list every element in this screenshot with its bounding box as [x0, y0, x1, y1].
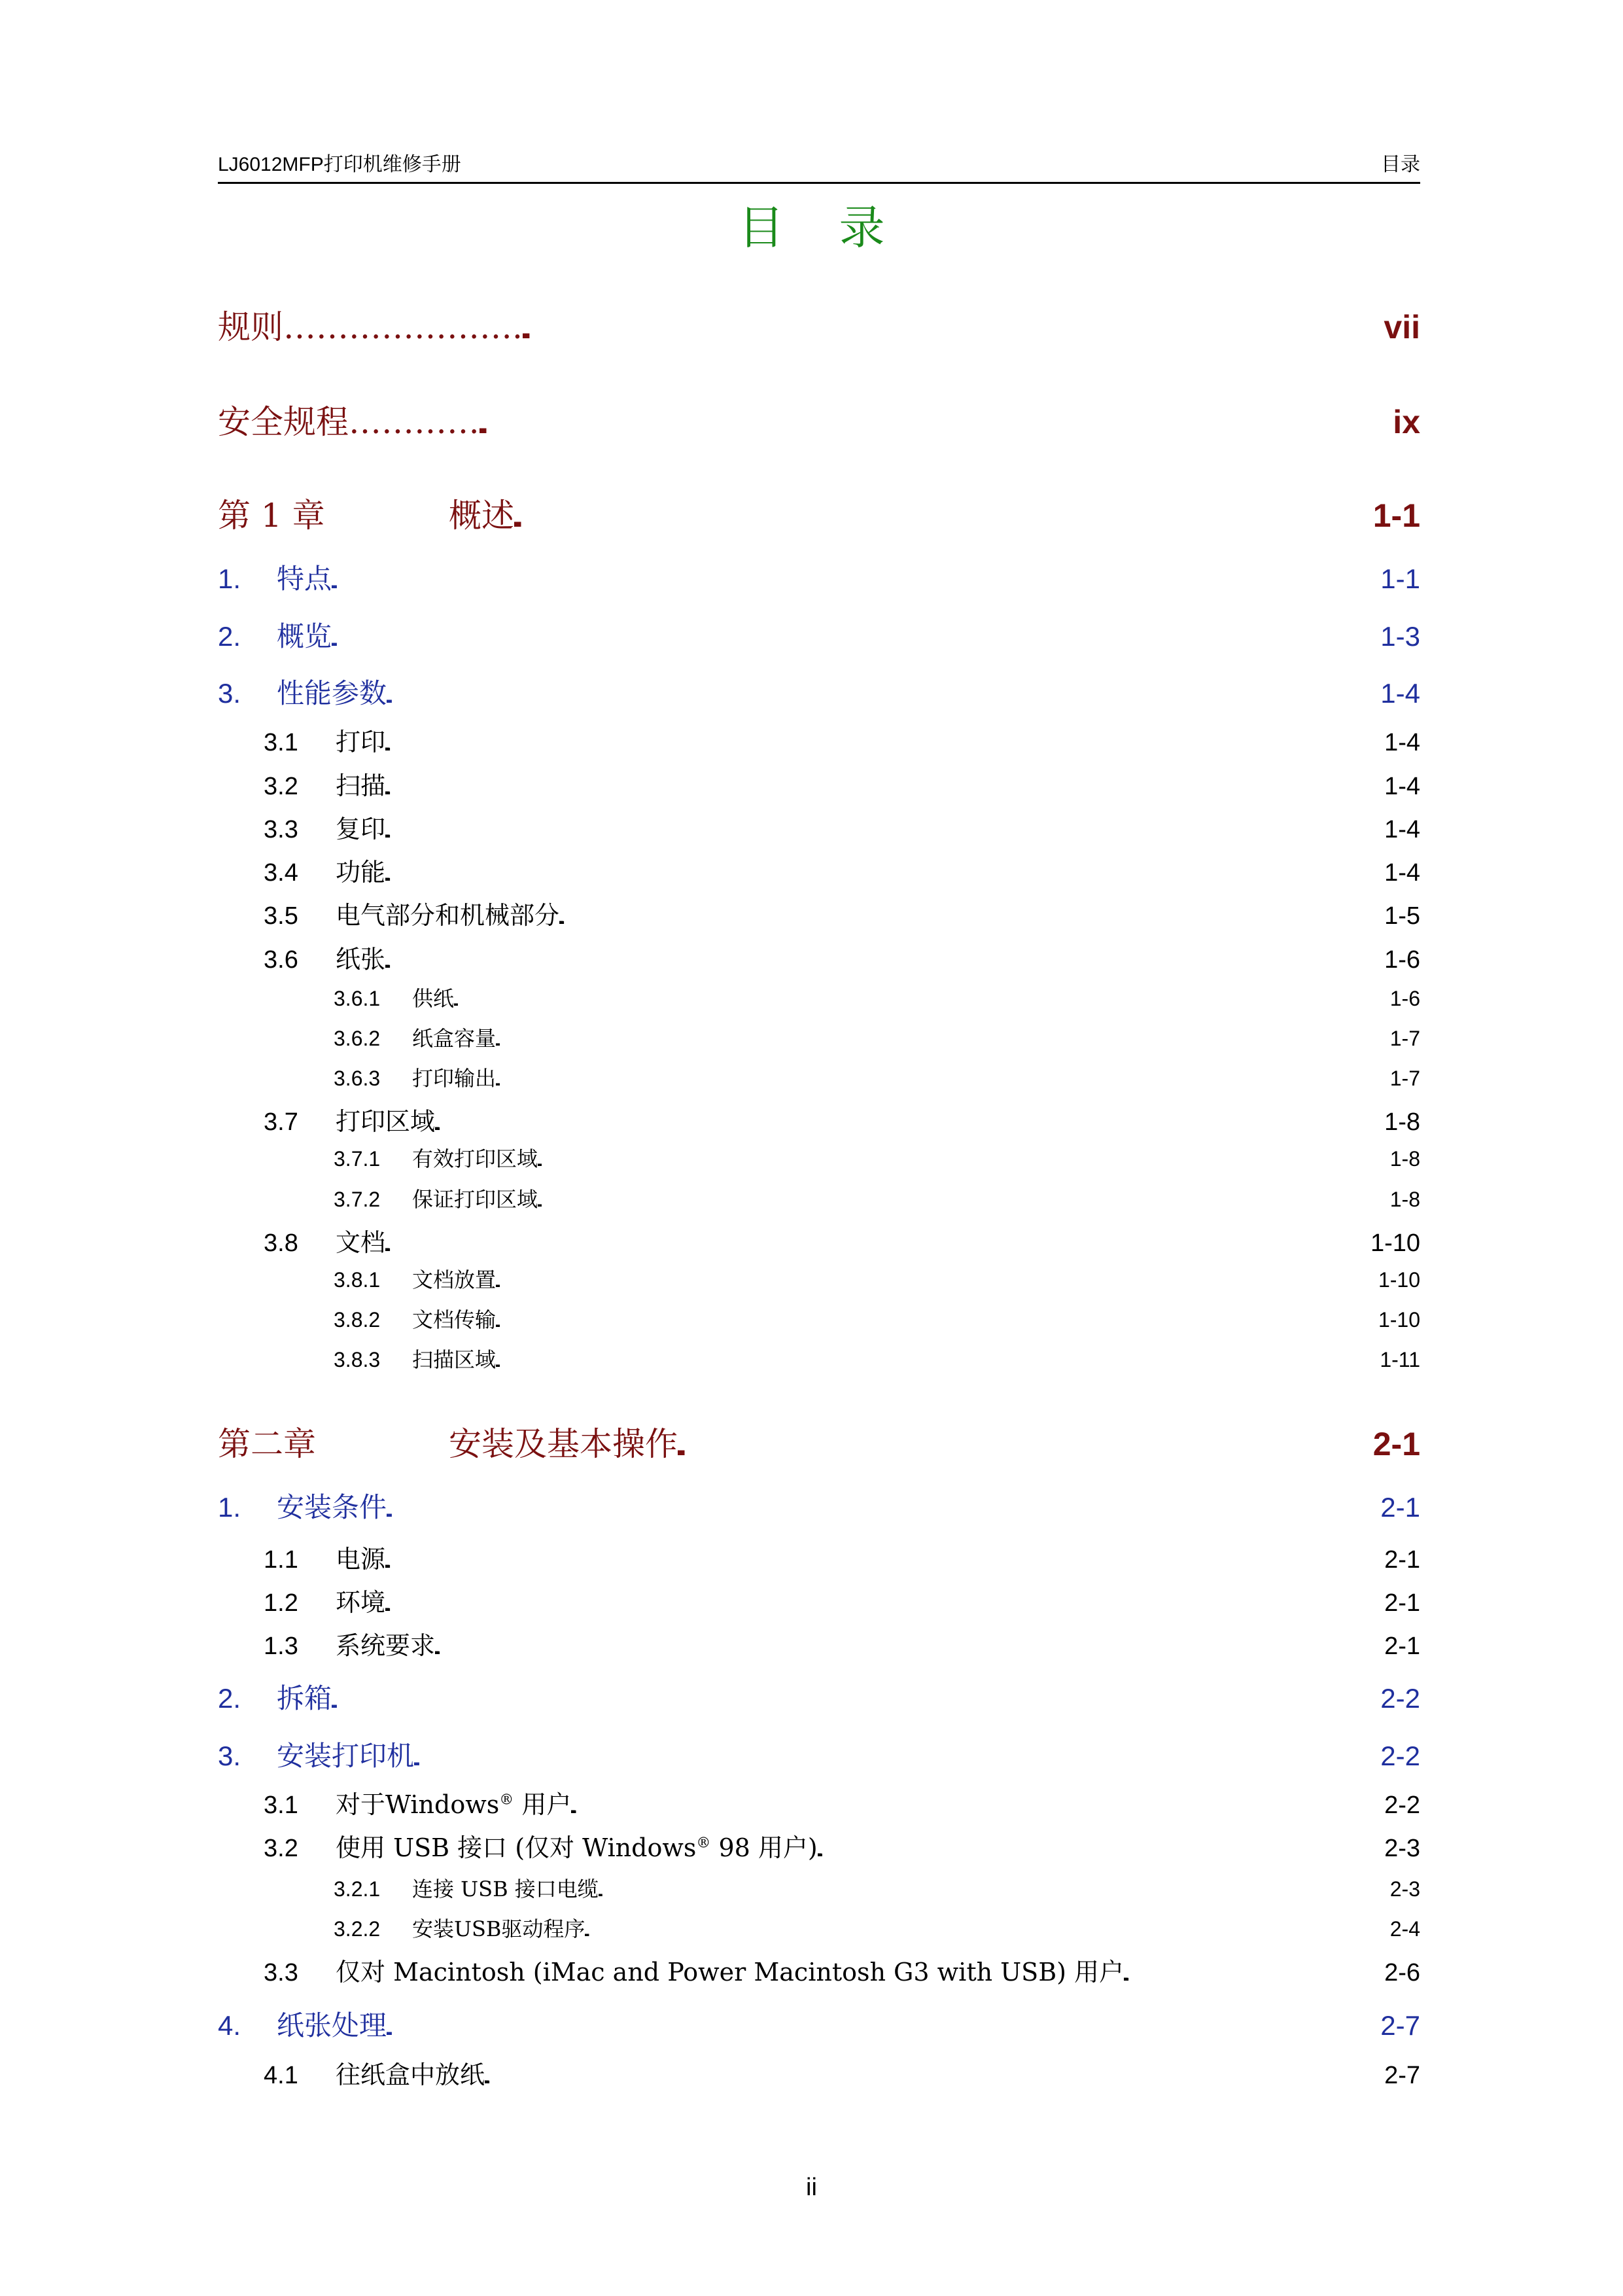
toc-entry-number: 3.6.1	[334, 987, 381, 1010]
toc-entry-title: 往纸盒中放纸	[336, 2060, 485, 2089]
toc-entry[interactable]	[334, 1263, 1420, 1292]
toc-entry-page: 1-4	[1384, 773, 1420, 800]
toc-entry[interactable]	[218, 615, 1420, 652]
toc-entry-number: 3.8.1	[334, 1268, 381, 1292]
toc-entry-page: 1-5	[1384, 902, 1420, 930]
toc-entry-number: 第 1 章	[218, 497, 325, 535]
toc-leader-dots	[387, 678, 1380, 709]
toc-leader-dots	[385, 816, 1384, 844]
toc-entry[interactable]	[218, 1486, 1420, 1523]
toc-entry-page: vii	[1384, 309, 1420, 345]
toc-leader-dots	[435, 1108, 1384, 1137]
toc-entry-page: 1-8	[1389, 1147, 1420, 1171]
toc-leader-dots	[538, 1147, 1390, 1171]
toc-entry-number: 3.1	[264, 1792, 298, 1819]
toc-entry-page: 1-1	[1380, 563, 1420, 594]
toc-entry-title: 纸张	[336, 945, 386, 974]
toc-entry[interactable]	[218, 1418, 1420, 1464]
toc-entry-page: 2-7	[1380, 2010, 1420, 2041]
toc-leader-dots	[496, 1027, 1390, 1051]
toc-entry[interactable]	[334, 1062, 1420, 1091]
toc-entry-page: 2-1	[1384, 1633, 1420, 1660]
toc-leader-dots	[818, 1835, 1384, 1863]
toc-entry-number: 3.7.1	[334, 1147, 381, 1171]
toc-entry-number: 3.7	[264, 1108, 298, 1136]
toc-entry[interactable]	[218, 396, 1420, 442]
toc-leader-dots	[454, 987, 1390, 1011]
toc-entry-number: 4.1	[264, 2062, 298, 2089]
toc-entry-number: 1.2	[264, 1589, 298, 1617]
toc-entry-title: 复印	[336, 815, 386, 843]
toc-leader-dots	[496, 1348, 1380, 1372]
toc-entry-title: 安装USB驱动程序	[412, 1916, 585, 1941]
toc-entry-page: 1-4	[1384, 816, 1420, 843]
toc-entry[interactable]	[264, 1625, 1420, 1658]
toc-leader-dots	[385, 859, 1384, 887]
toc-entry-number: 1.	[218, 563, 241, 594]
toc-leader-dots	[496, 1067, 1390, 1091]
toc-entry-title: 功能	[336, 858, 386, 887]
toc-leader-dots	[678, 1425, 1373, 1463]
toc-entry[interactable]	[264, 1582, 1420, 1615]
toc-entry[interactable]	[218, 1735, 1420, 1771]
toc-entry-title: 安装打印机	[277, 1740, 415, 1772]
toc-leader-dots	[435, 1633, 1384, 1661]
toc-leader-dots	[414, 1740, 1380, 1772]
toc-entry-title: 系统要求	[336, 1631, 436, 1660]
toc-entry-page: 2-1	[1384, 1589, 1420, 1617]
toc-entry-title: 安装条件	[277, 1491, 387, 1523]
toc-entry-title: 纸盒容量	[412, 1026, 497, 1051]
toc-leader-dots	[514, 497, 1373, 535]
toc-entry-number: 3.4	[264, 859, 298, 887]
toc-leader-dots	[387, 2010, 1380, 2041]
toc-leader-dots	[480, 403, 1393, 441]
toc-entry-title: 概览	[277, 620, 332, 652]
toc-entry[interactable]	[334, 1142, 1420, 1171]
toc-leader-dots	[1124, 1959, 1384, 1987]
toc-entry-title: 拆箱	[277, 1682, 332, 1714]
toc-entry[interactable]	[334, 1343, 1420, 1372]
toc-entry[interactable]	[218, 557, 1420, 594]
running-header	[218, 145, 1420, 184]
toc-entry-page: 1-10	[1378, 1268, 1420, 1292]
toc-entry-page: 2-2	[1380, 1740, 1420, 1771]
toc-entry-number: 3.2	[264, 1835, 298, 1862]
toc-leader-dots	[571, 1792, 1384, 1820]
toc-leader-dots	[496, 1308, 1378, 1332]
toc-leader-dots	[332, 1683, 1380, 1714]
toc-entry-page: 2-1	[1384, 1546, 1420, 1574]
toc-entry-page: 2-3	[1384, 1835, 1420, 1862]
toc-entry-page: 1-3	[1380, 621, 1420, 652]
header-section-name: 目录	[1381, 154, 1420, 175]
toc-entry-page: 1-6	[1384, 946, 1420, 974]
toc-entry-number: 3.3	[264, 1959, 298, 1987]
toc-entry-title: 安全规程…………	[218, 403, 480, 441]
toc-entry-number: 3.8.2	[334, 1308, 381, 1332]
toc-entry[interactable]	[264, 809, 1420, 841]
toc-entry-title: 连接 USB 接口电缆	[412, 1877, 599, 1901]
toc-entry[interactable]	[264, 895, 1420, 928]
toc-entry-number: 2.	[218, 621, 241, 652]
toc-entry[interactable]	[218, 672, 1420, 709]
toc-entry[interactable]	[264, 1101, 1420, 1134]
toc-entry-page: 1-4	[1384, 729, 1420, 756]
toc-entry-page: 2-2	[1380, 1683, 1420, 1714]
toc-entry-number: 1.1	[264, 1546, 298, 1574]
toc-entry-page: 1-8	[1384, 1108, 1420, 1136]
toc-leader-dots	[385, 1589, 1384, 1617]
toc-entry-page: 2-1	[1372, 1426, 1420, 1462]
toc-leader-dots	[523, 308, 1384, 346]
toc-entry-page: 1-10	[1370, 1229, 1420, 1257]
toc-entry-page: ix	[1393, 404, 1420, 440]
toc-entry[interactable]	[264, 1952, 1420, 1985]
toc-entry[interactable]	[264, 2055, 1420, 2087]
toc-entry-number: 1.	[218, 1492, 241, 1523]
toc-leader-dots	[485, 2062, 1384, 2090]
toc-entry[interactable]	[334, 1022, 1420, 1051]
toc-entry-page: 2-3	[1389, 1877, 1420, 1901]
toc-entry-number: 3.6.3	[334, 1067, 381, 1090]
toc-entry-number: 3.1	[264, 729, 298, 756]
toc-entry[interactable]	[334, 1873, 1420, 1901]
toc-entry-title: 电气部分和机械部分	[336, 901, 560, 930]
toc-entry-page: 2-6	[1384, 1959, 1420, 1987]
toc-leader-dots	[385, 729, 1384, 757]
toc-leader-dots	[332, 621, 1380, 652]
toc-entry-title: 特点	[277, 563, 332, 595]
toc-entry-title: 电源	[336, 1545, 386, 1574]
toc-entry-page: 1-6	[1389, 987, 1420, 1010]
toc-entry-title: 纸张处理	[277, 2009, 387, 2041]
toc-entry-title: 仅对 Macintosh (iMac and Power Macintosh G3 with USB) 用户	[336, 1958, 1125, 1987]
toc-entry-title: 对于Windows® 用户	[336, 1790, 572, 1819]
toc-entry-number: 3.8	[264, 1229, 298, 1257]
toc-entry-title: 文档传输	[412, 1307, 497, 1332]
toc-entry[interactable]	[334, 1913, 1420, 1941]
toc-entry-page: 1-4	[1384, 859, 1420, 887]
toc-entry[interactable]	[218, 1677, 1420, 1714]
toc-entry-title: 性能参数	[277, 677, 387, 709]
toc-entry-page: 1-4	[1380, 678, 1420, 709]
toc-entry-number: 3.5	[264, 902, 298, 930]
toc-entry-number: 2.	[218, 1683, 241, 1714]
toc-entry-title: 打印区域	[336, 1107, 436, 1136]
toc-leader-dots	[599, 1877, 1390, 1901]
toc-entry[interactable]	[264, 1539, 1420, 1572]
toc-entry[interactable]	[218, 489, 1420, 535]
toc-leader-dots	[585, 1917, 1389, 1941]
toc-entry[interactable]	[264, 1784, 1420, 1817]
toc-leader-dots	[385, 1229, 1370, 1258]
toc-entry-page: 2-2	[1384, 1792, 1420, 1819]
header-manual-title: LJ6012MFP打印机维修手册	[218, 154, 461, 175]
toc-entry-number: 3.	[218, 1740, 241, 1771]
toc-leader-dots	[538, 1188, 1390, 1212]
toc-entry-number: 3.2.1	[334, 1877, 381, 1901]
toc-leader-dots	[332, 563, 1380, 595]
toc-leader-dots	[559, 902, 1384, 930]
toc-entry-number: 3.2	[264, 773, 298, 800]
toc-leader-dots	[385, 1546, 1384, 1574]
toc-entry-page: 1-7	[1389, 1027, 1420, 1050]
toc-entry-page: 1-8	[1389, 1188, 1420, 1211]
toc-entry-page: 1-1	[1372, 497, 1420, 534]
toc-entry-page: 2-1	[1380, 1492, 1420, 1523]
toc-entry-number: 3.6.2	[334, 1027, 381, 1050]
toc-entry-number: 第二章	[218, 1425, 316, 1463]
toc-entry-title: 使用 USB 接口 (仅对 Windows® 98 用户)	[336, 1833, 818, 1862]
toc-entry-number: 3.	[218, 678, 241, 709]
toc-entry[interactable]	[334, 1183, 1420, 1212]
toc-entry-title: 打印输出	[412, 1066, 497, 1091]
toc-entry[interactable]	[264, 766, 1420, 798]
toc-entry-title: 打印	[336, 728, 386, 756]
toc-entry[interactable]	[264, 852, 1420, 885]
toc-entry-number: 3.7.2	[334, 1188, 381, 1211]
toc-leader-dots	[385, 946, 1384, 974]
toc-entry-number: 3.2.2	[334, 1917, 381, 1941]
toc-entry-page: 2-4	[1389, 1917, 1420, 1941]
toc-entry[interactable]	[264, 1828, 1420, 1860]
toc-entry-title: 概述	[449, 497, 514, 535]
toc-leader-dots	[387, 1492, 1380, 1523]
toc-entry-title: 保证打印区域	[412, 1187, 538, 1212]
toc-entry[interactable]	[218, 301, 1420, 347]
toc-entry-title: 环境	[336, 1588, 386, 1617]
toc-entry-title: 有效打印区域	[412, 1146, 538, 1171]
page-title-char: 目	[738, 201, 784, 255]
toc-entry-title: 文档	[336, 1228, 386, 1257]
page-title-char: 录	[839, 201, 885, 255]
toc-entry-title: 规则………………….	[218, 308, 523, 346]
toc-entry[interactable]	[264, 1222, 1420, 1255]
toc-entry[interactable]	[218, 2004, 1420, 2041]
toc-entry-number: 3.6	[264, 946, 298, 974]
toc-entry[interactable]	[334, 982, 1420, 1011]
toc-entry-number: 3.3	[264, 816, 298, 843]
toc-entry[interactable]	[264, 939, 1420, 972]
toc-entry-page: 1-10	[1378, 1308, 1420, 1332]
toc-entry-title: 供纸	[412, 986, 455, 1011]
toc-entry-number: 3.8.3	[334, 1348, 381, 1371]
toc-entry-title: 扫描	[336, 771, 386, 800]
toc-entry[interactable]	[264, 722, 1420, 754]
page-title	[0, 191, 1623, 257]
toc-entry-number: 4.	[218, 2010, 241, 2041]
page-number: ii	[806, 2174, 817, 2201]
toc-entry-page: 2-7	[1384, 2062, 1420, 2089]
toc-entry-page: 1-11	[1380, 1348, 1420, 1371]
toc-leader-dots	[385, 773, 1384, 801]
toc-entry-title: 安装及基本操作	[449, 1425, 678, 1463]
toc-entry[interactable]	[334, 1303, 1420, 1332]
toc-entry-title: 扫描区域	[412, 1347, 497, 1372]
toc-entry-page: 1-7	[1389, 1067, 1420, 1090]
toc-leader-dots	[496, 1268, 1378, 1292]
toc-entry-title: 文档放置	[412, 1267, 497, 1292]
toc-entry-number: 1.3	[264, 1633, 298, 1660]
